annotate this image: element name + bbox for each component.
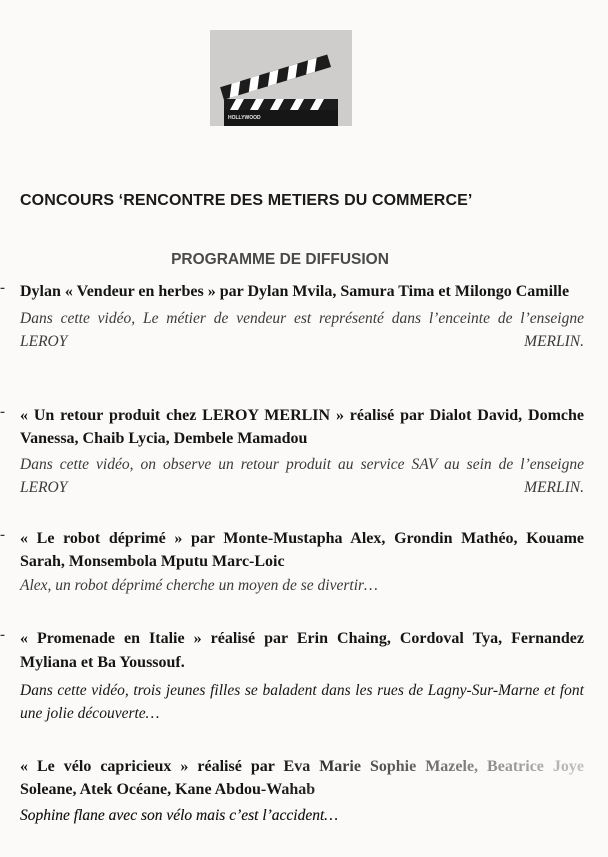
entry-description: Alex, un robot déprimé cherche un moyen de se divertir… xyxy=(20,577,378,594)
entry-title: Dylan « Vendeur en herbes » par Dylan Mvila, Samura Tima et Milongo Camille xyxy=(20,283,570,300)
list-bullet: - xyxy=(0,280,5,296)
program-entry-2 xyxy=(0,404,584,522)
entry-description: Dans cette vidéo, on observe un retour produit au service SAV au sein de l’enseigne LEROY MERLIN. xyxy=(20,456,584,496)
page-subtitle: PROGRAMME DE DIFFUSION xyxy=(171,251,389,268)
list-bullet: - xyxy=(0,627,5,643)
entry-title: « Le vélo capricieux » réalisé par Eva Marie Sophie Mazele, Beatrice Joye Soleane, Atek Océane, Kane Abdou-Wahab xyxy=(20,755,584,801)
entry-description: Dans cette vidéo, Le métier de vendeur est représenté dans l’enceinte de l’enseigne LEROY MERLIN. xyxy=(20,310,584,350)
entry-title: « Un retour produit chez LEROY MERLIN » réalisé par Dialot David, Domche Vanessa, Chaib Lycia, Dembele Mamadou xyxy=(20,407,584,447)
program-entry-3 xyxy=(0,527,584,597)
program-entry-1 xyxy=(0,280,584,376)
entry-description: Dans cette vidéo, trois jeunes filles se baladent dans les rues de Lagny-Sur-Marne et font une jolie découverte… xyxy=(20,682,584,722)
clapperboard-icon xyxy=(210,30,352,126)
program-entry-5 xyxy=(20,755,584,827)
list-bullet: - xyxy=(0,404,5,420)
entry-title: « Le robot déprimé » par Monte-Mustapha Alex, Grondin Mathéo, Kouame Sarah, Monsembola Mputu Marc-Loic xyxy=(20,530,584,570)
clapper-caption: HOLLYWOOD xyxy=(228,115,261,121)
entry-title: « Promenade en Italie » réalisé par Erin Chaing, Cordoval Tya, Fernandez Myliana et Ba Youssouf. xyxy=(20,630,584,671)
page-title: CONCOURS ‘RENCONTRE DES METIERS DU COMMERCE’ xyxy=(20,192,473,209)
program-entry-4 xyxy=(0,627,584,725)
entry-description: Sophine flane avec son vélo mais c’est l’accident… xyxy=(20,804,584,827)
list-bullet: - xyxy=(0,527,5,543)
clapperboard-image xyxy=(210,30,352,126)
